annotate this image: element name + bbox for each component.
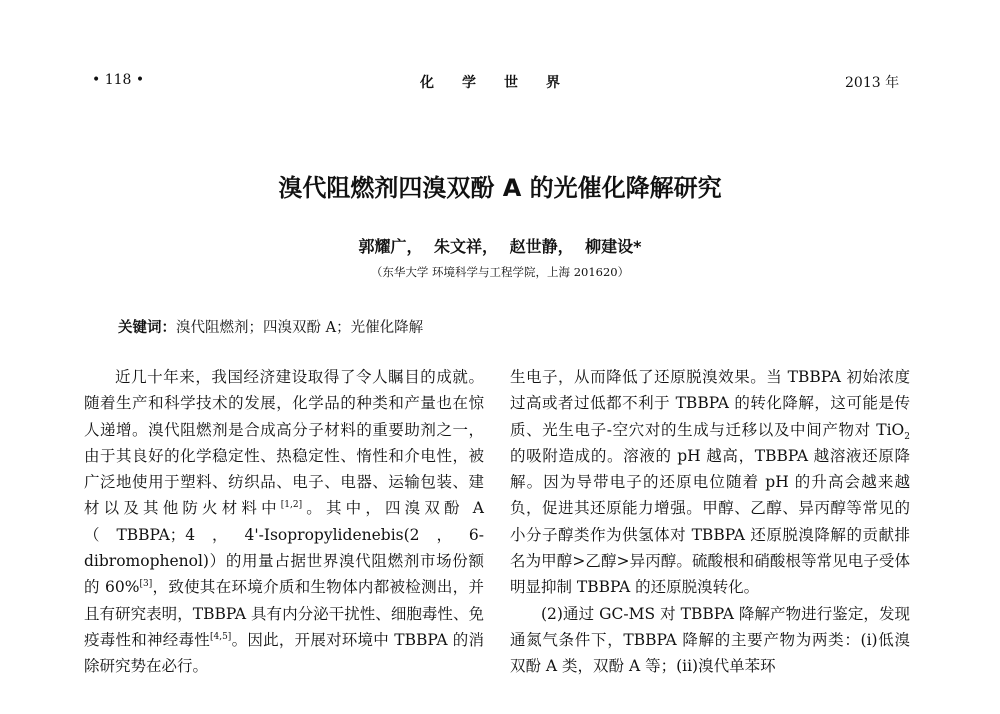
citation: [4,5] bbox=[209, 631, 232, 642]
intro-text-3: ，致使其在环境介质和生物体内都被检测出，并且有研究表明，TBBPA 具有内分泌干扰性、细胞毒性、免疫毒性和神经毒性 bbox=[84, 578, 484, 649]
conclusion-paragraph-1 bbox=[510, 364, 910, 601]
journal-name: 化学世界 bbox=[420, 75, 588, 91]
citation: [1,2] bbox=[280, 500, 303, 511]
keywords-label: 关键词： bbox=[118, 320, 176, 336]
right-column bbox=[510, 364, 910, 680]
left-column bbox=[84, 364, 484, 680]
conclusion-text-1a: 生电子，从而降低了还原脱溴效果。当 TBBPA 初始浓度过高或者过低都不利于 TBBPA 的转化降解，这可能是传质、光生电子-空穴对的生成与迁移以及中间产物对 TiO bbox=[510, 368, 910, 439]
keywords-line bbox=[118, 316, 423, 337]
intro-text-4: 。因此，开展对环境中 TBBPA 的消除研究势在必行。 bbox=[84, 630, 484, 676]
author-affiliation: （东华大学 环境科学与工程学院，上海 201620） bbox=[370, 265, 630, 279]
intro-text-2: 。其中，四溴双酚 A（TBBPA；4，4'-Isopropylidenebis(2，6-dibromophenol)）的用量占据世界溴代阻燃剂市场份额的 60% bbox=[84, 499, 484, 597]
intro-text-1: 近几十年来，我国经济建设取得了令人瞩目的成就。随着生产和科学技术的发展，化学品的种类和产量也在惊人递增。溴代阻燃剂是合成高分子材料的重要助剂之一，由于其良好的化学稳定性、热稳定性、惰性和介电性，被广泛地使用于塑料、纺织品、电子、电器、运输包装、建材以及其他防火材料中 bbox=[84, 368, 484, 518]
page-number: • 118 • bbox=[92, 72, 145, 88]
publication-year: 2013 年 bbox=[845, 75, 900, 91]
author-list: 郭耀广， 朱文祥， 赵世静， 柳建设* bbox=[358, 237, 642, 256]
conclusion-text-1b: 的吸附造成的。溶液的 pH 越高，TBBPA 越溶液还原降解。因为导带电子的还原电位随着 pH 的升高会越来越负，促进其还原能力增强。甲醇、乙醇、异丙醇等常见的小分子醇类作为供氢体对 TBBPA 还原脱溴降解的贡献排名为甲醇>乙醇>异丙醇。硫酸根和硝酸根等常见电子受体明显抑制 TBBPA 的还原脱溴转化。 bbox=[510, 446, 910, 597]
keywords-text: 溴代阻燃剂；四溴双酚 A；光催化降解 bbox=[176, 320, 424, 336]
article-title: 溴代阻燃剂四溴双酚 A 的光催化降解研究 bbox=[278, 174, 722, 202]
intro-paragraph bbox=[84, 364, 484, 680]
citation: [3] bbox=[139, 579, 153, 590]
subscript: 2 bbox=[904, 431, 910, 442]
conclusion-paragraph-2: (2)通过 GC-MS 对 TBBPA 降解产物进行鉴定，发现通氮气条件下，TBBPA 降解的主要产物为两类：(i)低溴双酚 A 类，双酚 A 等；(ii)溴代单苯环 bbox=[510, 604, 910, 676]
